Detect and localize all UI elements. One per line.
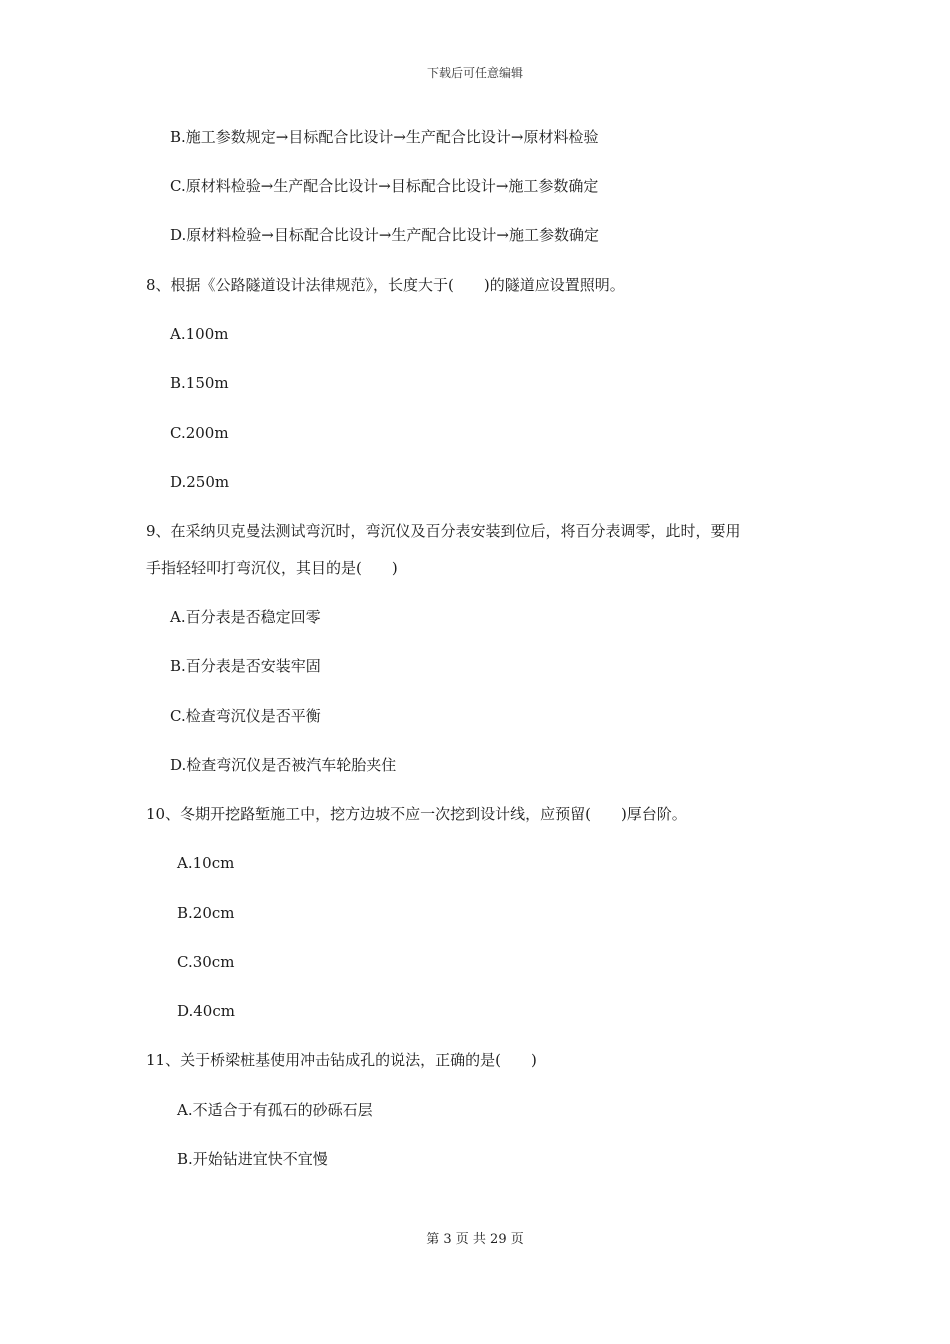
option-a-q8: A.100m	[170, 325, 229, 343]
option-d-q8: D.250m	[170, 473, 230, 491]
option-b-q8: B.150m	[170, 374, 229, 392]
option-b-q11: B.开始钻进宜快不宜慢	[177, 1150, 328, 1168]
question-9-line-1: 9、在采纳贝克曼法测试弯沉时，弯沉仪及百分表安装到位后，将百分表调零，此时，要用	[146, 522, 741, 540]
page-footer: 第 3 页 共 29 页	[426, 1232, 524, 1247]
option-c-q7: C.原材料检验→生产配合比设计→目标配合比设计→施工参数确定	[170, 177, 599, 195]
option-a-q11: A.不适合于有孤石的砂砾石层	[177, 1101, 373, 1119]
option-b-q7: B.施工参数规定→目标配合比设计→生产配合比设计→原材料检验	[170, 128, 599, 146]
option-a-q9: A.百分表是否稳定回零	[170, 608, 321, 626]
question-10: 10、冬期开挖路堑施工中，挖方边坡不应一次挖到设计线，应预留( )厚台阶。	[146, 805, 687, 823]
option-d-q7: D.原材料检验→目标配合比设计→生产配合比设计→施工参数确定	[170, 226, 599, 244]
option-c-q10: C.30cm	[177, 953, 235, 971]
question-9-line-2: 手指轻轻叩打弯沉仪，其目的是( )	[146, 559, 398, 577]
question-8: 8、根据《公路隧道设计法律规范》，长度大于( )的隧道应设置照明。	[146, 276, 625, 294]
option-a-q10: A.10cm	[177, 854, 235, 872]
option-c-q9: C.检查弯沉仪是否平衡	[170, 707, 321, 725]
option-c-q8: C.200m	[170, 424, 229, 442]
option-b-q10: B.20cm	[177, 904, 235, 922]
page-header: 下载后可任意编辑	[426, 66, 523, 80]
option-d-q9: D.检查弯沉仪是否被汽车轮胎夹住	[170, 756, 397, 774]
option-d-q10: D.40cm	[177, 1002, 235, 1020]
option-b-q9: B.百分表是否安装牢固	[170, 657, 321, 675]
question-11: 11、关于桥梁桩基使用冲击钻成孔的说法，正确的是( )	[146, 1051, 537, 1069]
